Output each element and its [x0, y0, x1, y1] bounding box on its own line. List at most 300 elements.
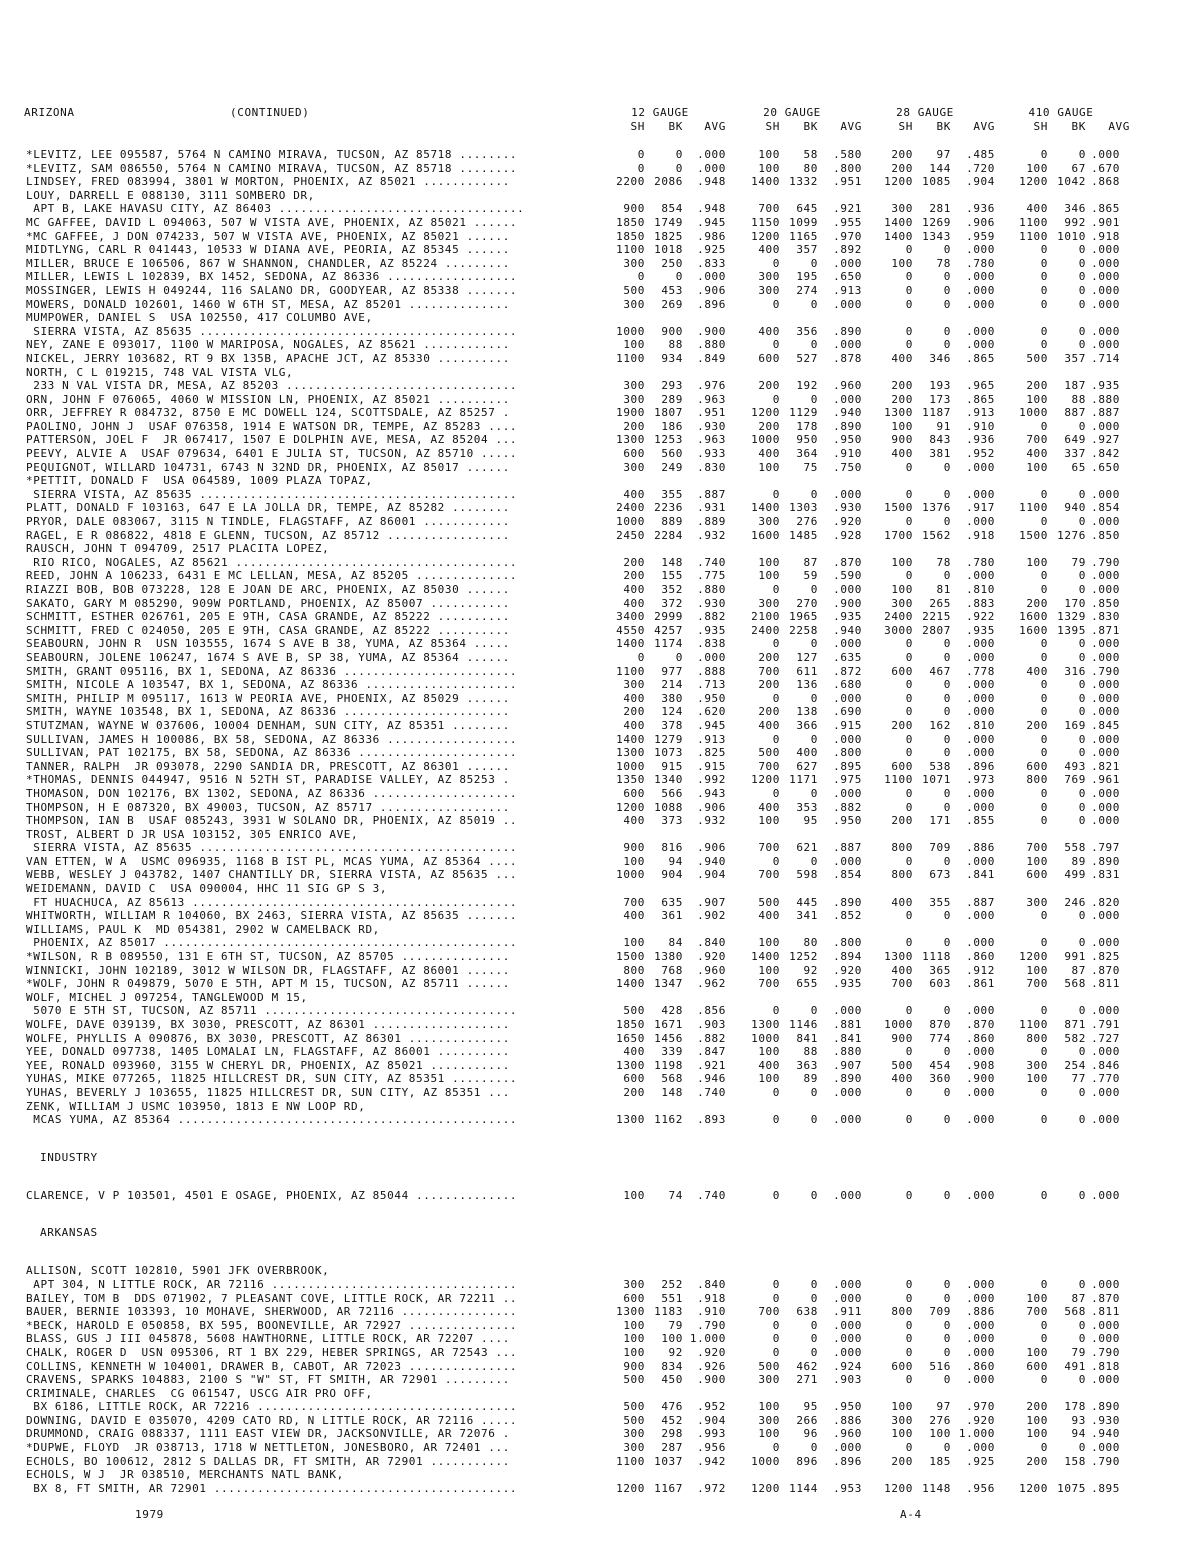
shooter-entry: WOLFE, DAVE 039139, BX 3030, PRESCOTT, AZ 86301 ...................	[26, 1018, 510, 1031]
score-cell: 87	[1071, 963, 1086, 977]
score-cell: 58	[803, 148, 818, 161]
score-cell: 1200	[751, 1481, 780, 1495]
score-cell: 400	[623, 1045, 645, 1059]
score-cell: 300	[758, 1373, 780, 1387]
shooter-entry: FT HUACHUCA, AZ 85613 .............................................	[26, 895, 518, 909]
section-heading	[0, 1224, 1200, 1242]
score-cell: 700	[1026, 433, 1048, 447]
score-cell: .854	[1091, 501, 1120, 515]
score-cell: .775	[697, 569, 726, 583]
score-cell: 0	[1078, 1441, 1086, 1455]
score-cell: 1850	[616, 215, 645, 229]
score-cell: 1300	[616, 1058, 645, 1072]
score-cell: 600	[891, 1359, 913, 1373]
score-cell: 870	[929, 1018, 951, 1031]
score-cell: 1340	[654, 773, 683, 787]
score-cell: 265	[929, 596, 951, 610]
score-cell: 100	[758, 963, 780, 977]
score-cell: .935	[833, 977, 862, 991]
score-cell: 0	[1078, 732, 1086, 746]
score-cell: 0	[905, 243, 913, 257]
score-cell: 1000	[751, 1031, 780, 1045]
score-cell: .855	[966, 814, 995, 828]
score-cell: 627	[796, 759, 818, 773]
score-cell: 289	[661, 392, 683, 406]
score-cell: 400	[758, 447, 780, 461]
table-row	[0, 148, 1200, 162]
score-cell: 89	[803, 1072, 818, 1086]
score-cell: 100	[1026, 460, 1048, 474]
score-cell: 0	[1078, 650, 1086, 664]
table-row	[0, 1264, 1200, 1278]
score-cell: .000	[833, 1332, 862, 1346]
table-row	[0, 651, 1200, 665]
shooter-entry: MUMPOWER, DANIEL S USA 102550, 417 COLUMBO AVE,	[26, 311, 373, 325]
score-cell: 89	[1071, 854, 1086, 868]
score-cell: .000	[833, 1004, 862, 1018]
score-cell: .986	[697, 229, 726, 243]
table-row	[0, 868, 1200, 882]
score-cell: .870	[1091, 1291, 1120, 1305]
score-cell: 100	[623, 1332, 645, 1346]
score-cell: 266	[796, 1413, 818, 1427]
score-cell: .000	[966, 732, 995, 746]
score-cell: .000	[833, 392, 862, 406]
score-cell: 2200	[616, 175, 645, 189]
score-cell: 1167	[654, 1481, 683, 1495]
score-cell: 0	[1078, 148, 1086, 161]
score-cell: 0	[810, 487, 818, 501]
score-cell: .870	[966, 1018, 995, 1031]
score-cell: 300	[623, 392, 645, 406]
score-cell: 0	[905, 1318, 913, 1332]
shooter-entry: BAILEY, TOM B DDS 071902, 7 PLEASANT COVE, LITTLE ROCK, AR 72211 ..	[26, 1291, 518, 1305]
score-cell: 100	[623, 1188, 645, 1202]
table-row	[0, 243, 1200, 257]
score-cell: 889	[661, 515, 683, 529]
score-cell: 0	[810, 583, 818, 596]
shooter-entry: YUHAS, BEVERLY J 103655, 11825 HILLCREST DR, SUN CITY, AZ 85351 ...	[26, 1085, 510, 1099]
score-cell: .000	[1091, 243, 1120, 257]
score-cell: 0	[772, 487, 780, 501]
score-cell: 100	[758, 1045, 780, 1059]
score-cell: .000	[833, 1345, 862, 1359]
table-row	[0, 461, 1200, 475]
score-cell: .000	[833, 1113, 862, 1127]
score-cell: 0	[905, 650, 913, 664]
score-cell: 700	[758, 664, 780, 678]
score-cell: 200	[623, 419, 645, 433]
score-cell: .913	[966, 406, 995, 420]
score-cell: .932	[697, 528, 726, 542]
score-cell: 100	[1026, 1345, 1048, 1359]
score-cell: 92	[803, 963, 818, 977]
score-cell: 381	[929, 447, 951, 461]
score-cell: .860	[966, 950, 995, 964]
score-cell: .000	[966, 1113, 995, 1127]
score-cell: 95	[803, 814, 818, 828]
score-cell: 81	[936, 583, 951, 596]
score-cell: 360	[929, 1072, 951, 1086]
score-cell: 0	[1040, 487, 1048, 501]
score-cell: 0	[905, 283, 913, 297]
score-cell: 1.000	[958, 1427, 995, 1441]
table-row	[0, 474, 1200, 488]
score-cell: 1303	[789, 501, 818, 515]
spacer	[0, 1202, 1200, 1224]
score-cell: 74	[668, 1188, 683, 1202]
score-cell: 1600	[1019, 623, 1048, 637]
score-cell: 100	[1026, 854, 1048, 868]
score-cell: 558	[1064, 841, 1086, 855]
score-cell: .910	[833, 447, 862, 461]
score-cell: 0	[810, 1318, 818, 1332]
score-cell: 700	[891, 977, 913, 991]
score-cell: 300	[1026, 895, 1048, 909]
score-cell: 0	[772, 338, 780, 352]
table-row	[0, 216, 1200, 230]
score-cell: 0	[1040, 324, 1048, 338]
table-row	[0, 624, 1200, 638]
score-cell: .830	[1091, 610, 1120, 624]
score-cell: .797	[1091, 841, 1120, 855]
score-cell: .790	[1091, 555, 1120, 569]
score-cell: 0	[943, 1085, 951, 1099]
score-cell: .928	[833, 528, 862, 542]
score-cell: 0	[1040, 1045, 1048, 1059]
score-cell: 1146	[789, 1018, 818, 1031]
score-cell: .831	[1091, 868, 1120, 882]
score-cell: 0	[943, 1113, 951, 1127]
score-cell: 1276	[1057, 528, 1086, 542]
score-cell: 0	[1040, 732, 1048, 746]
shooter-entry: ZENK, WILLIAM J USMC 103950, 1813 E NW LOOP RD,	[26, 1099, 366, 1113]
score-cell: 491	[1064, 1359, 1086, 1373]
score-cell: 1300	[616, 1305, 645, 1319]
score-cell: .865	[966, 351, 995, 365]
score-cell: .000	[1091, 338, 1120, 352]
score-cell: .780	[966, 555, 995, 569]
score-cell: 2807	[922, 623, 951, 637]
score-cell: 1380	[654, 950, 683, 964]
table-row	[0, 1455, 1200, 1469]
score-cell: 0	[905, 1004, 913, 1018]
score-cell: 0	[772, 1188, 780, 1202]
score-cell: 158	[1064, 1454, 1086, 1468]
score-cell: 0	[810, 1345, 818, 1359]
score-cell: .895	[833, 759, 862, 773]
score-cell: 88	[803, 1045, 818, 1059]
score-cell: 200	[891, 814, 913, 828]
score-cell: 1400	[616, 637, 645, 651]
score-cell: .000	[966, 650, 995, 664]
shooter-entry: *BECK, HAROLD E 050858, BX 595, BOONEVILLE, AR 72927 ...............	[26, 1318, 518, 1332]
shooter-entry: DRUMMOND, CRAIG 088337, 1111 EAST VIEW DR, JACKSONVILLE, AR 72076 .	[26, 1427, 510, 1441]
score-cell: .900	[833, 596, 862, 610]
score-cell: 79	[1071, 555, 1086, 569]
score-cell: 1400	[751, 950, 780, 964]
shooter-entry: SMITH, NICOLE A 103547, BX 1, SEDONA, AZ 86336 .....................	[26, 678, 518, 692]
score-cell: 300	[623, 256, 645, 270]
score-cell: 0	[810, 338, 818, 352]
score-cell: .933	[697, 447, 726, 461]
score-cell: 0	[1040, 705, 1048, 719]
score-cell: 373	[661, 814, 683, 828]
score-cell: .000	[1091, 786, 1120, 800]
score-cell: 97	[936, 1400, 951, 1414]
table-row	[0, 1189, 1200, 1203]
score-cell: .902	[697, 909, 726, 923]
score-cell: 0	[1078, 243, 1086, 257]
score-cell: 0	[905, 297, 913, 311]
score-cell: .790	[697, 1318, 726, 1332]
score-cell: 0	[1078, 1113, 1086, 1127]
score-cell: .945	[697, 215, 726, 229]
score-cell: 1129	[789, 406, 818, 420]
score-cell: 0	[905, 746, 913, 760]
score-cell: .000	[1091, 1318, 1120, 1332]
shooter-entry: *WOLF, JOHN R 049879, 5070 E 5TH, APT M 15, TUCSON, AZ 85711 ......	[26, 977, 510, 991]
shooter-entry: MILLER, BRUCE E 106506, 867 W SHANNON, CHANDLER, AZ 85224 .........	[26, 256, 510, 270]
score-cell: .740	[697, 1085, 726, 1099]
score-cell: 768	[661, 963, 683, 977]
score-cell: .791	[1091, 1018, 1120, 1031]
score-cell: .810	[966, 583, 995, 596]
score-cell: 352	[661, 583, 683, 596]
shooter-entry: RIAZZI BOB, BOB 073228, 128 E JOAN DE ARC, PHOENIX, AZ 85030 ......	[26, 583, 510, 596]
continued-label: (CONTINUED)	[230, 106, 310, 119]
score-cell: 700	[758, 841, 780, 855]
table-row	[0, 366, 1200, 380]
score-cell: .740	[697, 1188, 726, 1202]
score-cell: 0	[1040, 1318, 1048, 1332]
score-cell: 2086	[654, 175, 683, 189]
shooter-entry: TROST, ALBERT D JR USA 103152, 305 ENRICO AVE,	[26, 827, 359, 841]
table-row	[0, 597, 1200, 611]
score-cell: .000	[1091, 270, 1120, 284]
score-cell: .910	[966, 419, 995, 433]
gauge-20-heading: 20 GAUGE	[763, 106, 821, 119]
score-cell: 568	[1064, 1305, 1086, 1319]
score-cell: .860	[966, 1359, 995, 1373]
score-cell: .953	[833, 1481, 862, 1495]
shooter-entry: PRYOR, DALE 083067, 3115 N TINDLE, FLAGSTAFF, AZ 86001 ............	[26, 515, 510, 529]
score-cell: 1018	[654, 243, 683, 257]
score-cell: 0	[810, 1441, 818, 1455]
score-cell: .847	[697, 1045, 726, 1059]
score-cell: 0	[1040, 800, 1048, 814]
score-cell: 0	[943, 338, 951, 352]
score-cell: 1300	[884, 950, 913, 964]
score-cell: 0	[1040, 746, 1048, 760]
shooter-entry: *LEVITZ, LEE 095587, 5764 N CAMINO MIRAVA, TUCSON, AZ 85718 ........	[26, 148, 518, 161]
table-row	[0, 1100, 1200, 1114]
table-row	[0, 501, 1200, 515]
avg-heading: AVG	[1108, 120, 1130, 133]
table-row	[0, 447, 1200, 461]
score-cell: 0	[943, 515, 951, 529]
score-cell: 100	[623, 1345, 645, 1359]
score-cell: .888	[697, 664, 726, 678]
score-cell: .951	[697, 406, 726, 420]
score-cell: .960	[697, 963, 726, 977]
score-cell: 527	[796, 351, 818, 365]
score-cell: 700	[758, 759, 780, 773]
score-cell: 100	[758, 161, 780, 175]
score-cell: .000	[833, 583, 862, 596]
score-cell: .975	[833, 773, 862, 787]
table-row	[0, 950, 1200, 964]
score-cell: 276	[796, 515, 818, 529]
score-cell: 79	[668, 1318, 683, 1332]
score-cell: .778	[966, 664, 995, 678]
score-cell: 346	[929, 351, 951, 365]
score-cell: 200	[891, 148, 913, 161]
score-cell: .000	[697, 270, 726, 284]
score-cell: 0	[943, 637, 951, 651]
score-cell: 0	[943, 1004, 951, 1018]
score-cell: .956	[966, 1481, 995, 1495]
score-cell: 65	[1071, 460, 1086, 474]
table-row	[0, 896, 1200, 910]
score-cell: .000	[1091, 256, 1120, 270]
score-cell: 600	[623, 786, 645, 800]
score-cell: .895	[1091, 1481, 1120, 1495]
score-cell: 1000	[1019, 406, 1048, 420]
score-cell: 0	[905, 460, 913, 474]
score-cell: 0	[943, 800, 951, 814]
score-cell: .917	[966, 501, 995, 515]
score-cell: 1400	[751, 175, 780, 189]
score-cell: 1562	[922, 528, 951, 542]
score-cell: 1187	[922, 406, 951, 420]
score-cell: 600	[623, 447, 645, 461]
score-cell: .924	[833, 1359, 862, 1373]
score-cell: 0	[1040, 1085, 1048, 1099]
shooter-entry: SEABOURN, JOHN R USN 103555, 1674 S AVE B 38, YUMA, AZ 85364 .....	[26, 637, 510, 651]
score-cell: 1300	[751, 1018, 780, 1031]
score-cell: .845	[1091, 718, 1120, 732]
section-title: ARKANSAS	[40, 1226, 98, 1240]
score-cell: .740	[697, 555, 726, 569]
score-cell: 1807	[654, 406, 683, 420]
score-cell: 0	[772, 1441, 780, 1455]
score-cell: 300	[758, 596, 780, 610]
table-row	[0, 162, 1200, 176]
score-cell: 1100	[616, 1454, 645, 1468]
shooter-entry: WEIDEMANN, DAVID C USA 090004, HHC 11 SIG GP S 3,	[26, 882, 388, 896]
score-cell: 2400	[616, 501, 645, 515]
score-cell: 1000	[751, 1454, 780, 1468]
table-row	[0, 433, 1200, 447]
score-cell: 453	[661, 283, 683, 297]
score-cell: 0	[943, 746, 951, 760]
shooter-entry: THOMASON, DON 102176, BX 1302, SEDONA, AZ 86336 ....................	[26, 786, 518, 800]
score-cell: 0	[905, 270, 913, 284]
score-cell: .907	[697, 895, 726, 909]
score-cell: .880	[697, 338, 726, 352]
table-row	[0, 705, 1200, 719]
score-cell: 400	[891, 447, 913, 461]
score-cell: .590	[833, 569, 862, 583]
shooter-entry: RIO RICO, NOGALES, AZ 85621 .......................................	[26, 555, 518, 569]
score-cell: 2236	[654, 501, 683, 515]
score-cell: 100	[1026, 1072, 1048, 1086]
score-cell: 378	[661, 718, 683, 732]
score-cell: 400	[623, 583, 645, 596]
shooter-entry: STUTZMAN, WAYNE W 037606, 10004 DENHAM, SUN CITY, AZ 85351 ........	[26, 718, 510, 732]
score-cell: .930	[697, 596, 726, 610]
score-cell: 1485	[789, 528, 818, 542]
table-row	[0, 1400, 1200, 1414]
score-cell: .000	[833, 1318, 862, 1332]
score-cell: 1347	[654, 977, 683, 991]
score-cell: 400	[623, 814, 645, 828]
score-cell: 709	[929, 1305, 951, 1319]
score-cell: 0	[1040, 909, 1048, 923]
shooter-entry: SCHMITT, FRED C 024050, 205 E 9TH, CASA GRANDE, AZ 85222 ..........	[26, 623, 510, 637]
score-cell: .906	[697, 800, 726, 814]
score-cell: 655	[796, 977, 818, 991]
score-cell: 1400	[616, 732, 645, 746]
score-cell: 0	[810, 1113, 818, 1127]
score-cell: .000	[966, 1188, 995, 1202]
score-cell: .943	[697, 786, 726, 800]
score-cell: .940	[1091, 1427, 1120, 1441]
score-cell: .887	[966, 895, 995, 909]
score-cell: .000	[966, 1441, 995, 1455]
score-cell: 1162	[654, 1113, 683, 1127]
score-cell: 0	[943, 487, 951, 501]
score-cell: 1300	[616, 746, 645, 760]
score-cell: 364	[796, 447, 818, 461]
score-cell: 1400	[884, 229, 913, 243]
score-cell: 0	[675, 161, 683, 175]
score-cell: .945	[697, 718, 726, 732]
shooter-entry: BAUER, BERNIE 103393, 10 MOHAVE, SHERWOOD, AR 72116 ................	[26, 1305, 518, 1319]
score-cell: 0	[1040, 256, 1048, 270]
score-cell: 2100	[751, 610, 780, 624]
score-cell: 1749	[654, 215, 683, 229]
score-cell: 0	[905, 1332, 913, 1346]
shooter-entry: CHALK, ROGER D USN 095306, RT 1 BX 229, HEBER SPRINGS, AR 72543 ...	[26, 1345, 518, 1359]
shooter-entry: APT B, LAKE HAVASU CITY, AZ 86403 ..................................	[26, 202, 525, 216]
score-cell: .911	[833, 1305, 862, 1319]
score-cell: 195	[796, 270, 818, 284]
score-cell: .790	[1091, 1345, 1120, 1359]
score-cell: .890	[833, 895, 862, 909]
table-row	[0, 1373, 1200, 1387]
score-cell: 0	[943, 786, 951, 800]
score-cell: .887	[1091, 406, 1120, 420]
score-cell: .000	[697, 148, 726, 161]
table-row	[0, 1032, 1200, 1046]
score-cell: .960	[833, 379, 862, 393]
score-cell: .000	[966, 1318, 995, 1332]
score-cell: 169	[1064, 718, 1086, 732]
score-cell: 269	[661, 297, 683, 311]
score-cell: 0	[1078, 1318, 1086, 1332]
shooter-entry: BX 8, FT SMITH, AR 72901 ..........................................	[26, 1481, 518, 1495]
score-cell: 200	[891, 718, 913, 732]
score-cell: .820	[1091, 895, 1120, 909]
score-cell: .000	[833, 1441, 862, 1455]
score-cell: .000	[697, 650, 726, 664]
score-cell: 0	[810, 297, 818, 311]
score-cell: .000	[966, 1345, 995, 1359]
table-row	[0, 828, 1200, 842]
score-cell: 0	[1078, 1277, 1086, 1291]
